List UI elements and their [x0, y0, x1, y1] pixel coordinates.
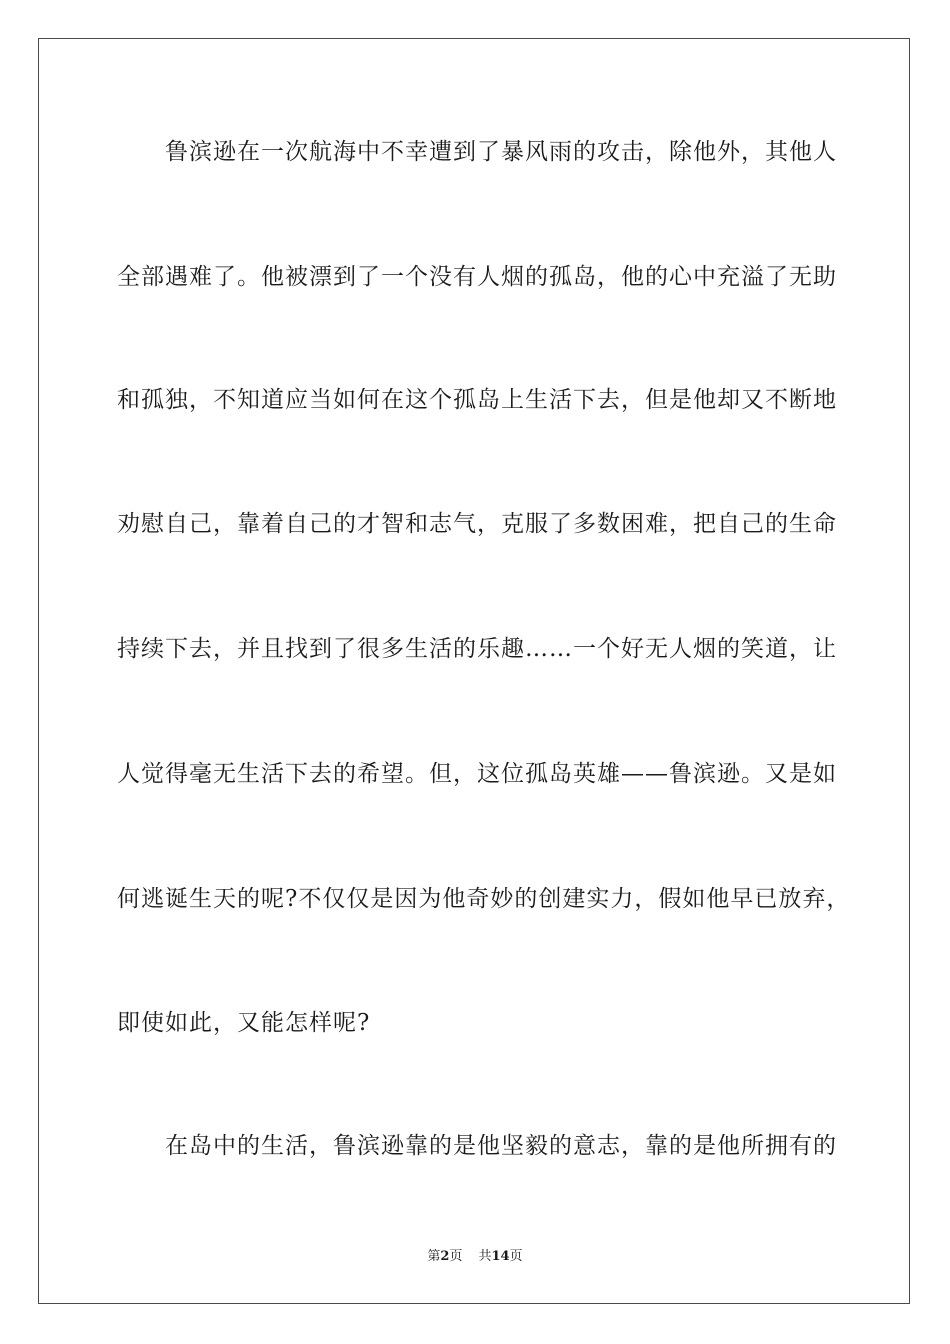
page-footer	[0, 1248, 950, 1266]
page-border	[38, 38, 910, 1304]
paragraph-1-line-5: 持续下去，并且找到了很多生活的乐趣……一个好无人烟的笑道，让	[117, 636, 837, 662]
paragraph-1-line-1: 鲁滨逊在一次航海中不幸遭到了暴风雨的攻击，除他外，其他人	[165, 139, 837, 165]
paragraph-1-line-6: 人觉得毫无生活下去的希望。但，这位孤岛英雄——鲁滨逊。又是如	[117, 761, 837, 787]
total-pages: 14	[491, 1249, 510, 1264]
page-prefix: 第	[427, 1249, 441, 1264]
page-suffix: 页	[449, 1249, 463, 1264]
total-prefix: 共	[478, 1249, 492, 1264]
paragraph-1-line-4: 劝慰自己，靠着自己的才智和志气，克服了多数困难，把自己的生命	[117, 511, 837, 537]
paragraph-1-line-2: 全部遇难了。他被漂到了一个没有人烟的孤岛，他的心中充溢了无助	[117, 264, 837, 290]
paragraph-1-line-8: 即使如此，又能怎样呢?	[117, 1010, 371, 1036]
total-suffix: 页	[509, 1249, 523, 1264]
paragraph-2-line-1: 在岛中的生活，鲁滨逊靠的是他坚毅的意志，靠的是他所拥有的	[165, 1133, 837, 1159]
paragraph-1-line-7: 何逃诞生天的呢?不仅仅是因为他奇妙的创建实力，假如他早已放弃，	[117, 886, 851, 912]
page-number: 2	[440, 1249, 450, 1264]
paragraph-1-line-3: 和孤独，不知道应当如何在这个孤岛上生活下去，但是他却又不断地	[117, 387, 837, 413]
